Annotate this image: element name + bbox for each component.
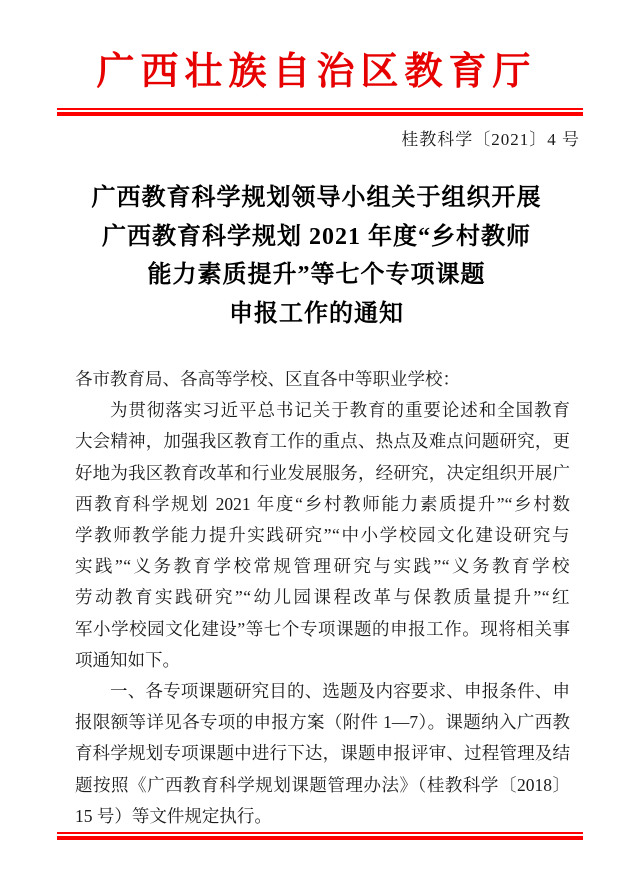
salutation: 各市教育局、各高等学校、区直各中等职业学校： bbox=[75, 369, 460, 389]
title-line: 能力素质提升”等七个专项课题 bbox=[147, 262, 486, 288]
body-line: 西教育科学规划 2021 年度“乡村教师能力素质提升”“乡村数 bbox=[75, 493, 570, 514]
body-line: 学教师教学能力提升实践研究”“中小学校园文化建设研究与 bbox=[75, 525, 570, 546]
title-line: 广西教育科学规划领导小组关于组织开展 bbox=[91, 185, 542, 211]
title-line: 广西教育科学规划 2021 年度“乡村教师 bbox=[102, 223, 531, 250]
body-line: 军小学校园文化建设”等七个专项课题的申报工作。现将相关事 bbox=[75, 618, 570, 639]
document-body bbox=[75, 364, 570, 832]
body-line: 实践”“义务教育学校常规管理研究与实践”“义务教育学校 bbox=[75, 556, 570, 577]
separator-thick-line bbox=[57, 836, 583, 840]
paragraph-2 bbox=[75, 676, 570, 832]
body-line: 育科学规划专项课题中进行下达，课题申报评审、过程管理及结 bbox=[75, 743, 570, 764]
body-line: 劳动教育实践研究”“幼儿园课程改革与保教质量提升”“红 bbox=[75, 587, 570, 608]
body-line: 一、各专项课题研究目的、选题及内容要求、申报条件、申 bbox=[110, 681, 570, 702]
body-line: 为贯彻落实习近平总书记关于教育的重要论述和全国教育 bbox=[110, 400, 570, 421]
agency-name: 广西壮族自治区教育厅 bbox=[96, 51, 537, 93]
body-line: 题按照《广西教育科学规划课题管理办法》（桂教科学〔2018〕 bbox=[75, 774, 570, 795]
separator-thick-line bbox=[57, 112, 583, 116]
body-line: 项通知如下。 bbox=[75, 649, 180, 670]
header-separator-line bbox=[57, 108, 583, 116]
document-title bbox=[0, 179, 633, 333]
footer-separator-line bbox=[57, 832, 583, 840]
body-line: 报限额等详见各专项的申报方案（附件 1—7）。课题纳入广西教 bbox=[75, 712, 570, 733]
body-line: 15 号）等文件规定执行。 bbox=[75, 805, 272, 826]
document-number: 桂教科学〔2021〕4 号 bbox=[401, 130, 580, 149]
body-line: 大会精神，加强我区教育工作的重点、热点及难点问题研究，更 bbox=[75, 431, 570, 452]
title-line: 申报工作的通知 bbox=[229, 300, 404, 327]
paragraph-1 bbox=[75, 395, 570, 676]
body-line: 好地为我区教育改革和行业发展服务，经研究，决定组织开展广 bbox=[75, 462, 570, 483]
